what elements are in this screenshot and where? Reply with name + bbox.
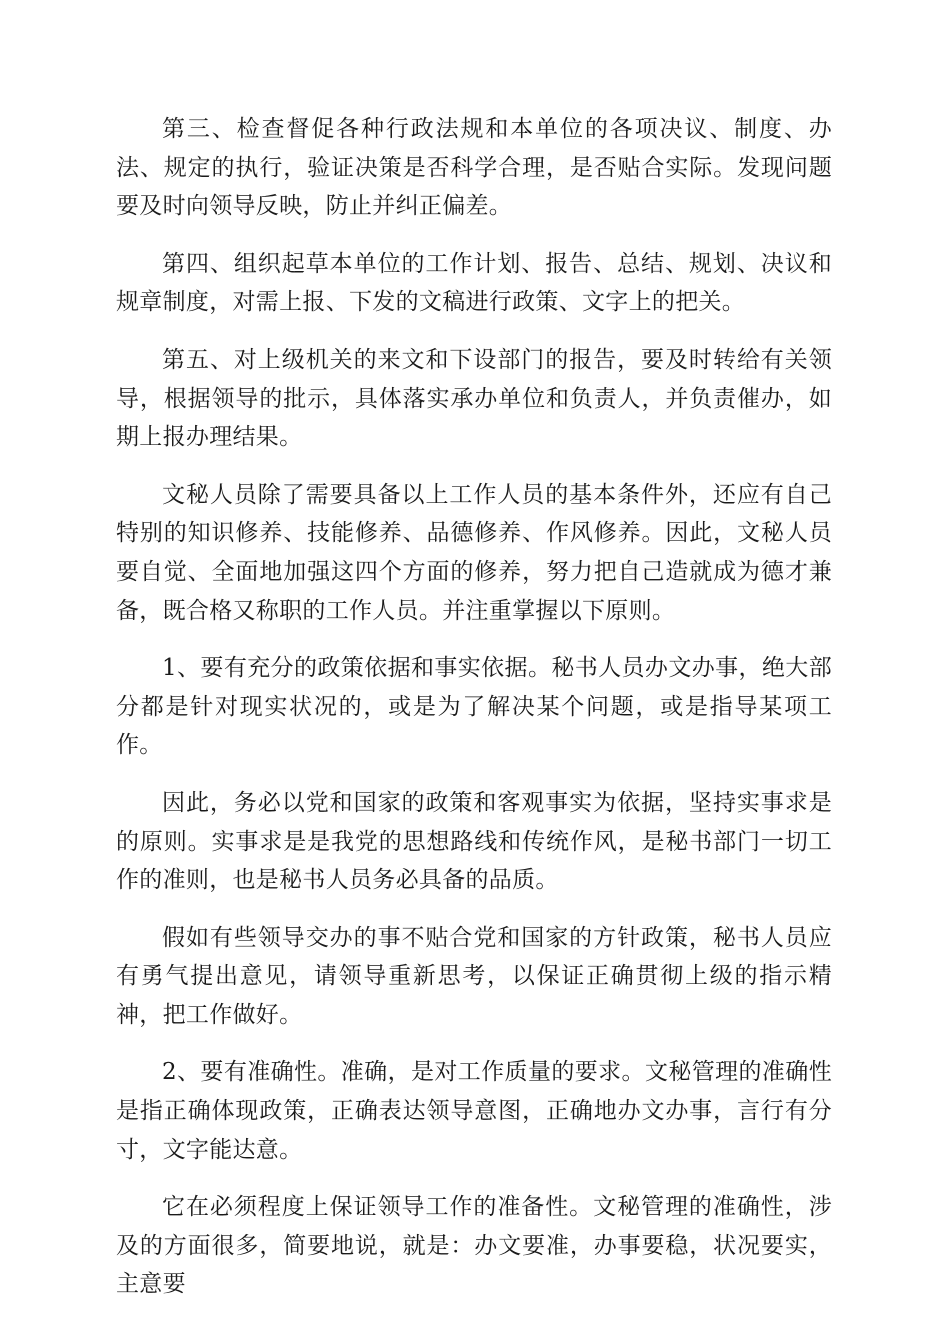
paragraph-principle-1: 1、要有充分的政策依据和事实依据。秘书人员办文办事，绝大部分都是针对现实状况的，或是为了解决某个问题，或是指导某项工作。 [116, 655, 832, 759]
paragraph-duty-3: 第三、检查督促各种行政法规和本单位的各项决议、制度、办法、规定的执行，验证决策是否科学合理，是否贴合实际。发现问题要及时向领导反映，防止并纠正偏差。 [116, 116, 832, 220]
paragraph-principle-2: 2、要有准确性。准确，是对工作质量的要求。文秘管理的准确性是指正确体现政策，正确表达领导意图，正确地办文办事，言行有分寸，文字能达意。 [116, 1059, 832, 1163]
paragraph-principle-2-detail: 它在必须程度上保证领导工作的准备性。文秘管理的准确性，涉及的方面很多，简要地说，就是：办文要准，办事要稳，状况要实，主意要 [116, 1194, 832, 1298]
paragraph-principle-1-basis: 因此，务必以党和国家的政策和客观事实为依据，坚持实事求是的原则。实事求是是我党的思想路线和传统作风，是秘书部门一切工作的准则，也是秘书人员务必具备的品质。 [116, 789, 832, 894]
paragraph-duty-4: 第四、组织起草本单位的工作计划、报告、总结、规划、决议和规章制度，对需上报、下发的文稿进行政策、文字上的把关。 [116, 250, 832, 316]
paragraph-secretary-qualities: 文秘人员除了需要具备以上工作人员的基本条件外，还应有自己特别的知识修养、技能修养、品德修养、作风修养。因此，文秘人员要自觉、全面地加强这四个方面的修养，努力把自己造就成为德才兼备，既合格又称职的工作人员。并注重掌握以下原则。 [116, 481, 832, 624]
document-body [116, 110, 832, 1304]
paragraph-duty-5: 第五、对上级机关的来文和下设部门的报告，要及时转给有关领导，根据领导的批示，具体落实承办单位和负责人，并负责催办，如期上报办理结果。 [116, 346, 832, 451]
paragraph-principle-1-courage: 假如有些领导交办的事不贴合党和国家的方针政策，秘书人员应有勇气提出意见，请领导重新思考，以保证正确贯彻上级的指示精神，把工作做好。 [116, 924, 832, 1028]
